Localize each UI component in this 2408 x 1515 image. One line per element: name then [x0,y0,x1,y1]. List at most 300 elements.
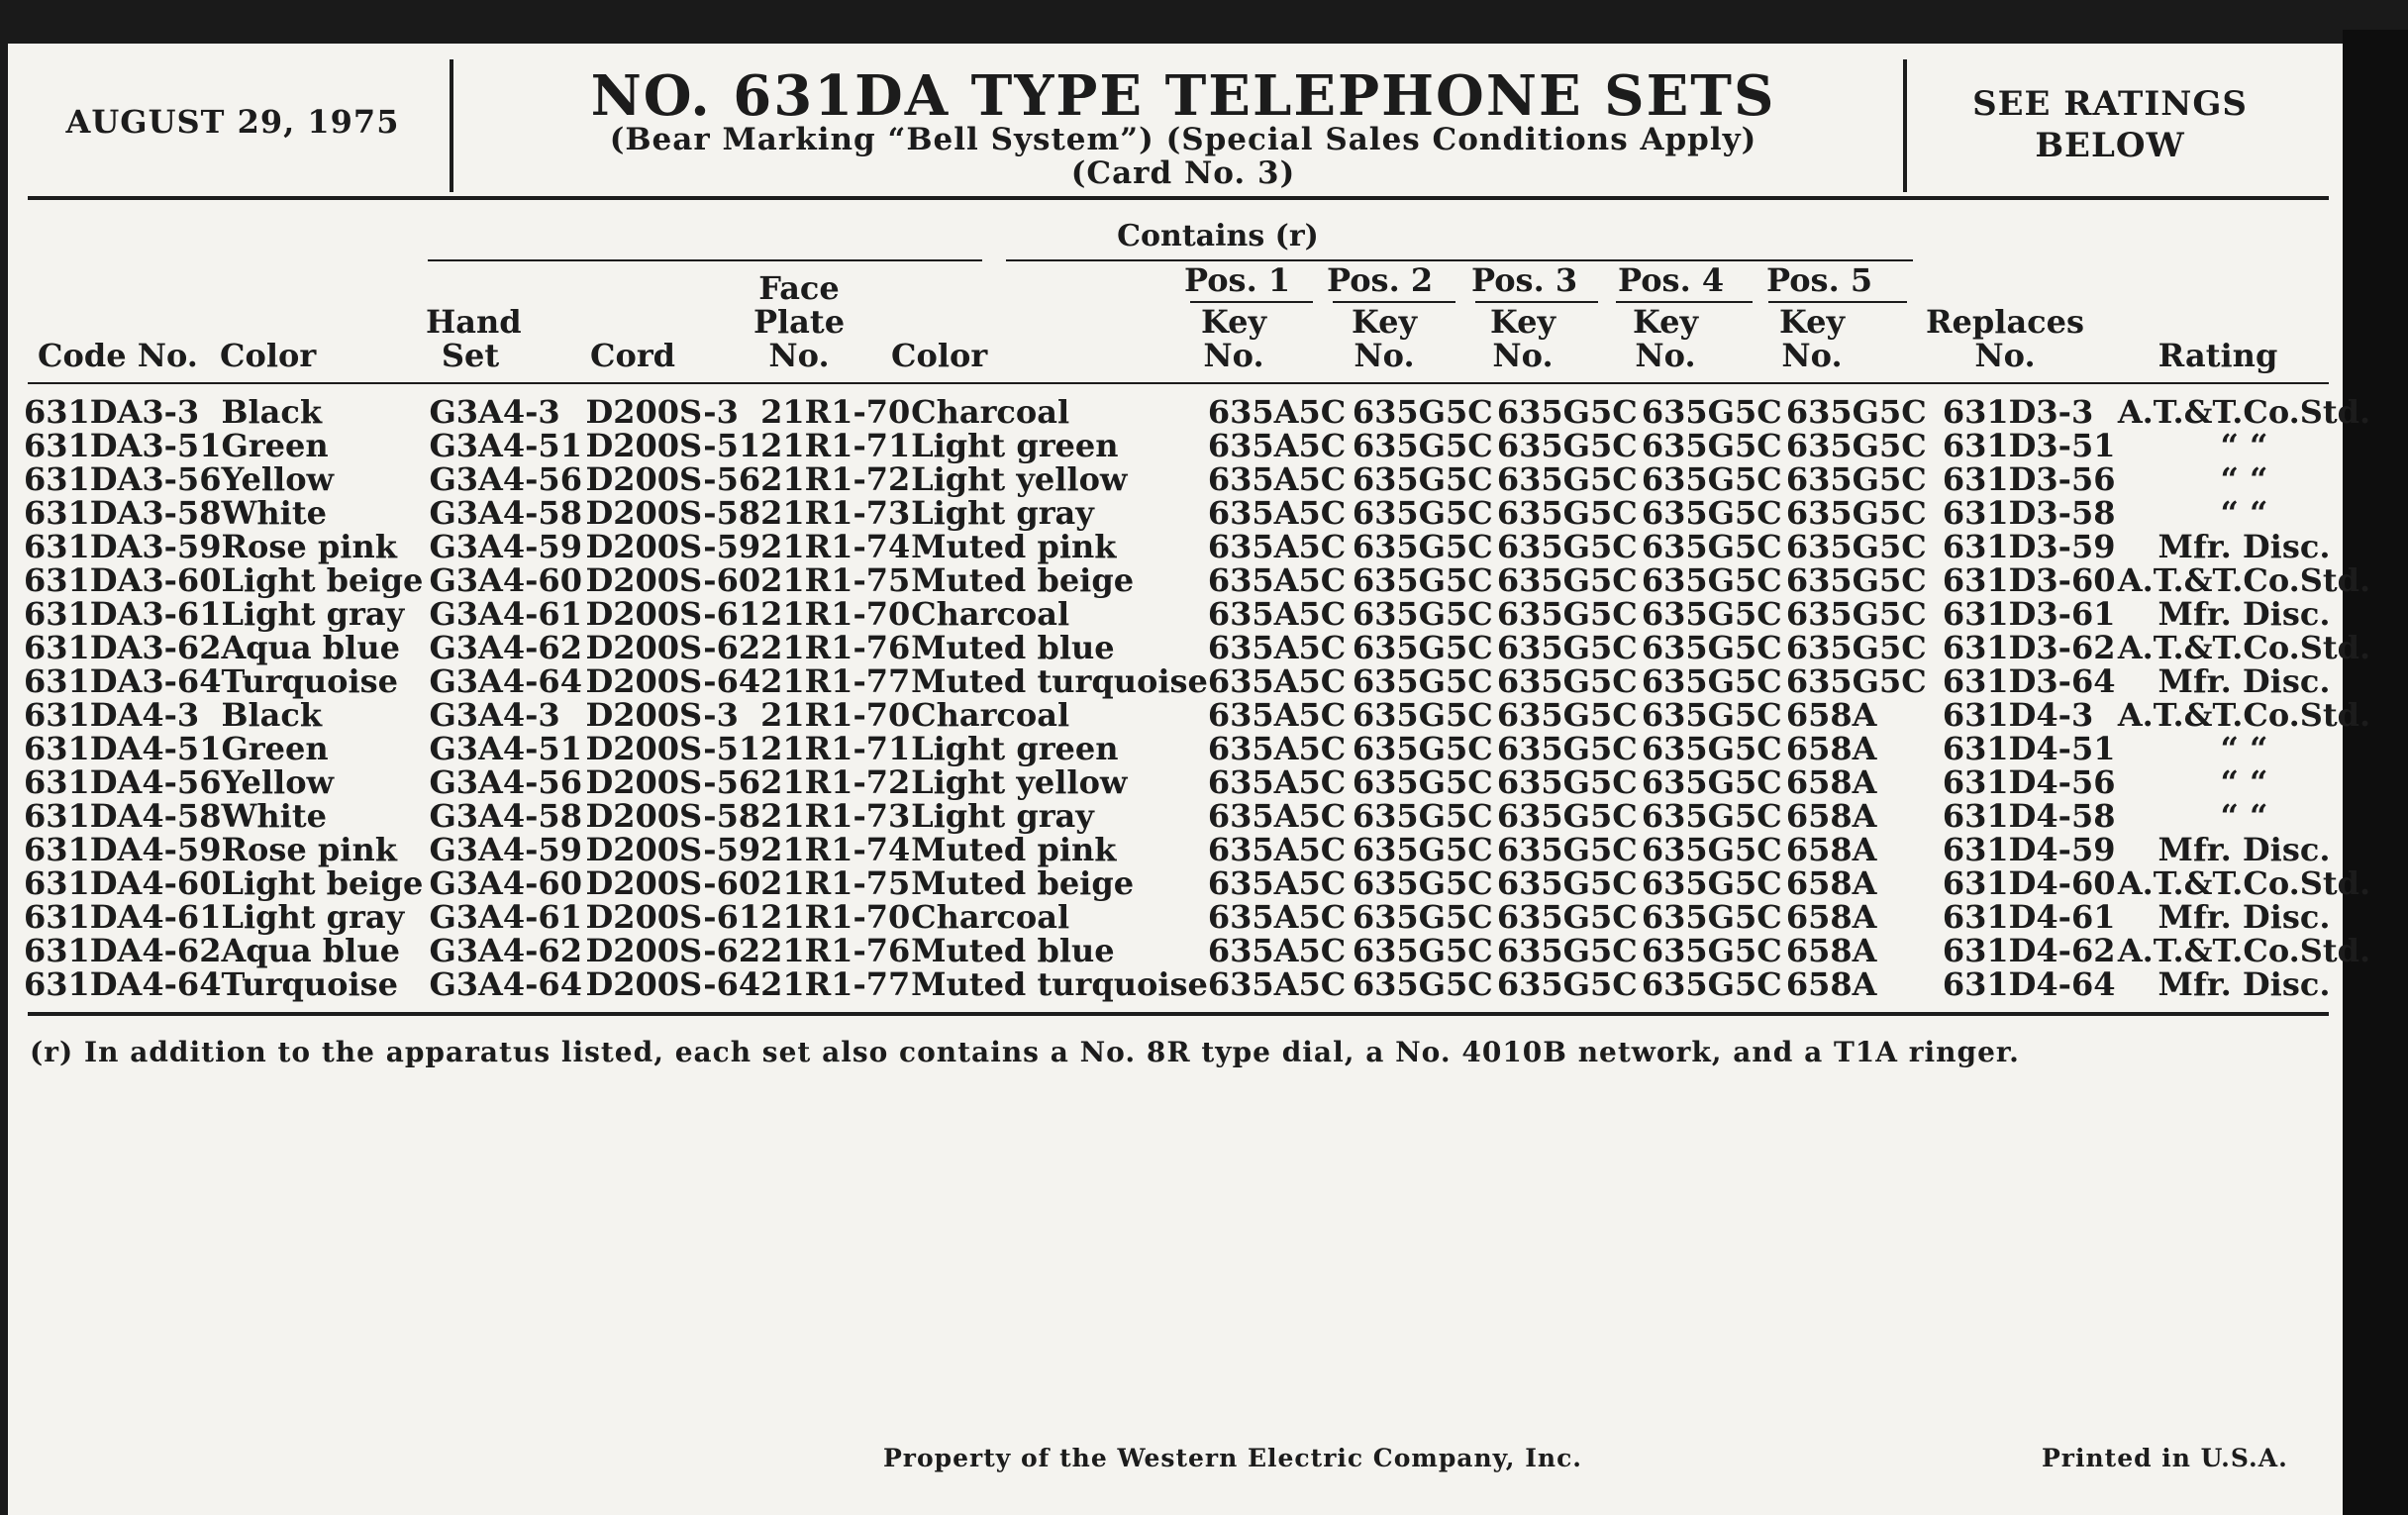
cell-hand-set: G3A4-61 [429,898,582,936]
cell-replaces-no: 631D4-56 [1942,763,2116,801]
pos2-key-label: Key [1351,303,1418,341]
col-replaces-heading [1921,305,2089,372]
cell-color: Black [221,393,323,431]
cell-cord: D200S-58 [585,494,761,532]
cell-pos5-key-no: 658A [1785,696,1877,734]
header-divider-right [1903,59,1907,192]
col-pos5-key [1762,305,1861,372]
cell-cord: D200S-61 [585,595,761,633]
cell-replaces-no: 631D4-51 [1942,730,2116,767]
pos3-key-label: Key [1489,303,1556,341]
cell-face-plate-color: Muted pink [911,831,1117,868]
pos3-no-label: No. [1492,337,1554,374]
cell-pos4-key-no: 635G5C [1641,831,1782,868]
cell-color: Light beige [221,864,424,902]
cell-pos5-key-no: 658A [1785,763,1877,801]
cell-pos5-key-no: 635G5C [1785,595,1927,633]
ratings-notice-line-2: BELOW [2035,126,2185,165]
cell-pos4-key-no: 635G5C [1641,898,1782,936]
cell-face-plate-color: Light yellow [911,460,1128,498]
contains-heading: Contains (r) [1117,219,1319,253]
cell-hand-set: G3A4-59 [429,528,582,565]
cell-color: Light gray [221,898,405,936]
cell-pos4-key-no: 635G5C [1641,561,1782,599]
cell-pos2-key-no: 635G5C [1352,965,1493,1003]
cell-color: Green [221,427,329,464]
col-pos4-heading: Pos. 4 [1618,261,1725,299]
property-notice: Property of the Western Electric Company, Inc. [883,1444,1583,1472]
cell-face-plate-color: Light yellow [911,763,1128,801]
cell-face-plate-color: Light green [911,730,1119,767]
cell-cord: D200S-58 [585,797,761,835]
cell-pos5-key-no: 658A [1785,797,1877,835]
cell-rating: Mfr. Disc. [2157,898,2331,936]
table-row [24,934,2372,967]
col-handset-heading [426,303,522,374]
cell-face-plate-color: Light green [911,427,1119,464]
cell-hand-set: G3A4-62 [429,629,582,666]
cell-face-plate-color: Light gray [911,494,1094,532]
col-faceplate-heading [745,271,853,372]
cell-hand-set: G3A4-51 [429,730,582,767]
cell-color: Rose pink [221,831,397,868]
cell-rating: A.T.&T.Co.Std. [2117,864,2371,902]
cell-code-no: 631DA3-62 [24,629,222,666]
col-pos3-heading: Pos. 3 [1471,261,1578,299]
cell-pos1-key-no: 635A5C [1207,561,1347,599]
cell-pos5-key-no: 658A [1785,965,1877,1003]
cell-pos2-key-no: 635G5C [1352,932,1493,969]
cell-face-plate-no: 21R1-72 [760,763,911,801]
cell-cord: D200S-59 [585,528,761,565]
cell-pos3-key-no: 635G5C [1496,629,1638,666]
cell-rating: Mfr. Disc. [2157,831,2331,868]
cell-pos3-key-no: 635G5C [1496,494,1638,532]
cell-pos1-key-no: 635A5C [1207,427,1347,464]
cell-pos5-key-no: 658A [1785,932,1877,969]
cell-replaces-no: 631D3-59 [1942,528,2116,565]
cell-pos1-key-no: 635A5C [1207,831,1347,868]
cell-face-plate-color: Muted beige [911,561,1135,599]
pos5-key-label: Key [1778,303,1846,341]
header-rule [28,196,2329,200]
cell-pos3-key-no: 635G5C [1496,595,1638,633]
cell-pos2-key-no: 635G5C [1352,460,1493,498]
cell-pos5-key-no: 658A [1785,864,1877,902]
cell-pos3-key-no: 635G5C [1496,696,1638,734]
cell-face-plate-no: 21R1-77 [760,662,911,700]
cell-pos2-key-no: 635G5C [1352,528,1493,565]
cell-code-no: 631DA3-3 [24,393,200,431]
cell-hand-set: G3A4-56 [429,763,582,801]
cell-pos5-key-no: 635G5C [1785,629,1927,666]
cell-rating: A.T.&T.Co.Std. [2117,696,2371,734]
cell-face-plate-no: 21R1-75 [760,561,911,599]
cell-face-plate-color: Muted beige [911,864,1135,902]
cell-pos5-key-no: 635G5C [1785,561,1927,599]
cell-replaces-no: 631D4-58 [1942,797,2116,835]
cell-cord: D200S-59 [585,831,761,868]
cell-pos4-key-no: 635G5C [1641,696,1782,734]
cell-pos3-key-no: 635G5C [1496,393,1638,431]
table-row [24,732,2372,765]
cell-pos1-key-no: 635A5C [1207,662,1347,700]
footnote: (r) In addition to the apparatus listed, each set also contains a No. 8R type dial, a No. 4010B network, and a T1A ringer. [30,1036,2020,1068]
col-code-heading: Code No. [38,337,198,374]
cell-rating: “ “ [2220,494,2268,532]
cell-code-no: 631DA4-64 [24,965,222,1003]
cell-hand-set: G3A4-62 [429,932,582,969]
ratings-notice-line-1: SEE RATINGS [1972,84,2248,124]
cell-code-no: 631DA4-56 [24,763,222,801]
cell-pos3-key-no: 635G5C [1496,965,1638,1003]
col-cord-heading: Cord [590,337,676,374]
cell-cord: D200S-3 [585,696,739,734]
cell-face-plate-color: Muted pink [911,528,1117,565]
ratings-notice [1917,83,2303,166]
cell-pos1-key-no: 635A5C [1207,898,1347,936]
cell-pos3-key-no: 635G5C [1496,460,1638,498]
cell-code-no: 631DA4-59 [24,831,222,868]
cell-code-no: 631DA4-62 [24,932,222,969]
cell-pos3-key-no: 635G5C [1496,730,1638,767]
cell-pos1-key-no: 635A5C [1207,932,1347,969]
cell-hand-set: G3A4-59 [429,831,582,868]
cell-hand-set: G3A4-3 [429,696,560,734]
cell-face-plate-color: Charcoal [911,595,1070,633]
cell-face-plate-color: Muted turquoise [911,662,1208,700]
cell-hand-set: G3A4-3 [429,393,560,431]
cell-pos2-key-no: 635G5C [1352,494,1493,532]
col-pos1-heading: Pos. 1 [1184,261,1291,299]
table-row [24,597,2372,631]
cell-face-plate-color: Charcoal [911,696,1070,734]
cell-cord: D200S-51 [585,427,761,464]
pos5-no-label: No. [1781,337,1843,374]
cell-rating: “ “ [2220,730,2268,767]
cell-hand-set: G3A4-61 [429,595,582,633]
cell-pos5-key-no: 635G5C [1785,528,1927,565]
cell-face-plate-no: 21R1-76 [760,629,911,666]
cell-hand-set: G3A4-56 [429,460,582,498]
cell-face-plate-no: 21R1-74 [760,528,911,565]
cell-face-plate-no: 21R1-70 [760,595,911,633]
cell-color: Green [221,730,329,767]
cell-pos2-key-no: 635G5C [1352,797,1493,835]
col-pos2-heading: Pos. 2 [1327,261,1434,299]
cell-pos3-key-no: 635G5C [1496,561,1638,599]
cell-cord: D200S-64 [585,965,761,1003]
table-row [24,967,2372,1001]
cell-color: Yellow [221,460,335,498]
cell-replaces-no: 631D4-59 [1942,831,2116,868]
cell-replaces-no: 631D3-3 [1942,393,2094,431]
cell-pos1-key-no: 635A5C [1207,494,1347,532]
cell-pos1-key-no: 635A5C [1207,965,1347,1003]
cell-face-plate-color: Light gray [911,797,1094,835]
cell-face-plate-no: 21R1-73 [760,494,911,532]
header-divider-left [450,59,453,192]
cell-pos3-key-no: 635G5C [1496,662,1638,700]
cell-code-no: 631DA4-51 [24,730,222,767]
cell-code-no: 631DA3-61 [24,595,222,633]
cell-replaces-no: 631D3-58 [1942,494,2116,532]
cell-color: Turquoise [221,662,398,700]
cell-pos4-key-no: 635G5C [1641,932,1782,969]
cell-pos3-key-no: 635G5C [1496,427,1638,464]
cell-hand-set: G3A4-58 [429,494,582,532]
table-row [24,698,2372,732]
cell-code-no: 631DA4-61 [24,898,222,936]
cell-pos5-key-no: 658A [1785,730,1877,767]
cell-pos3-key-no: 635G5C [1496,763,1638,801]
cell-pos2-key-no: 635G5C [1352,629,1493,666]
col-pos5-heading: Pos. 5 [1766,261,1873,299]
cell-pos2-key-no: 635G5C [1352,696,1493,734]
col-pos1-key [1184,305,1283,372]
cell-pos2-key-no: 635G5C [1352,763,1493,801]
cell-rating: “ “ [2220,763,2268,801]
cell-code-no: 631DA3-59 [24,528,222,565]
cell-color: Yellow [221,763,335,801]
pos2-no-label: No. [1354,337,1415,374]
table-row [24,462,2372,496]
cell-pos4-key-no: 635G5C [1641,662,1782,700]
cell-pos5-key-no: 635G5C [1785,460,1927,498]
cell-hand-set: G3A4-60 [429,561,582,599]
cell-pos1-key-no: 635A5C [1207,528,1347,565]
table-row [24,395,2372,429]
col-pos4-key [1616,305,1715,372]
cell-rating: A.T.&T.Co.Std. [2117,393,2371,431]
cell-pos5-key-no: 635G5C [1785,662,1927,700]
cell-face-plate-no: 21R1-71 [760,730,911,767]
cell-pos4-key-no: 635G5C [1641,460,1782,498]
cell-code-no: 631DA3-64 [24,662,222,700]
column-header-rule [28,382,2329,384]
cell-pos2-key-no: 635G5C [1352,662,1493,700]
cell-cord: D200S-56 [585,460,761,498]
cell-pos1-key-no: 635A5C [1207,460,1347,498]
cell-face-plate-color: Charcoal [911,393,1070,431]
cell-pos1-key-no: 635A5C [1207,797,1347,835]
cell-code-no: 631DA4-60 [24,864,222,902]
cell-rating: A.T.&T.Co.Std. [2117,561,2371,599]
cell-color: Black [221,696,323,734]
cell-color: Rose pink [221,528,397,565]
cell-rating: Mfr. Disc. [2157,662,2331,700]
col-replaces-line-2: No. [1974,337,2036,374]
cell-pos4-key-no: 635G5C [1641,427,1782,464]
cell-code-no: 631DA4-3 [24,696,200,734]
cell-color: Light beige [221,561,424,599]
cell-pos2-key-no: 635G5C [1352,561,1493,599]
cell-pos1-key-no: 635A5C [1207,393,1347,431]
cell-cord: D200S-60 [585,864,761,902]
cell-cord: D200S-61 [585,898,761,936]
cell-replaces-no: 631D4-62 [1942,932,2116,969]
cell-pos3-key-no: 635G5C [1496,528,1638,565]
cell-cord: D200S-62 [585,932,761,969]
cell-color: Turquoise [221,965,398,1003]
cell-hand-set: G3A4-51 [429,427,582,464]
cell-pos4-key-no: 635G5C [1641,730,1782,767]
cell-pos2-key-no: 635G5C [1352,831,1493,868]
cell-pos2-key-no: 635G5C [1352,730,1493,767]
cell-replaces-no: 631D4-61 [1942,898,2116,936]
cell-pos4-key-no: 635G5C [1641,797,1782,835]
col-color-heading: Color [220,337,317,374]
cell-pos4-key-no: 635G5C [1641,864,1782,902]
cell-replaces-no: 631D4-60 [1942,864,2116,902]
table-row [24,664,2372,698]
cell-pos3-key-no: 635G5C [1496,898,1638,936]
cell-pos5-key-no: 658A [1785,898,1877,936]
col-fp-color-heading: Color [891,337,988,374]
cell-pos2-key-no: 635G5C [1352,864,1493,902]
cell-pos1-key-no: 635A5C [1207,763,1347,801]
col-pos2-key [1335,305,1434,372]
cell-replaces-no: 631D4-64 [1942,965,2116,1003]
cell-cord: D200S-60 [585,561,761,599]
cell-pos4-key-no: 635G5C [1641,528,1782,565]
telephone-sets-table [24,395,2372,1001]
col-rating-heading: Rating [2157,337,2278,374]
table-row [24,563,2372,597]
cell-cord: D200S-56 [585,763,761,801]
cell-pos4-key-no: 635G5C [1641,629,1782,666]
cell-rating: Mfr. Disc. [2157,965,2331,1003]
pos1-key-label: Key [1200,303,1267,341]
cell-pos2-key-no: 635G5C [1352,898,1493,936]
cell-pos1-key-no: 635A5C [1207,629,1347,666]
pos4-no-label: No. [1635,337,1696,374]
cell-pos3-key-no: 635G5C [1496,797,1638,835]
col-faceplate-line-2: Plate [752,303,846,341]
table-row [24,496,2372,530]
cell-pos1-key-no: 635A5C [1207,864,1347,902]
cell-replaces-no: 631D3-60 [1942,561,2116,599]
col-faceplate-line-3: No. [768,337,830,374]
pos1-no-label: No. [1203,337,1264,374]
cell-pos3-key-no: 635G5C [1496,864,1638,902]
card-title: NO. 631DA TYPE TELEPHONE SETS [590,63,1776,129]
cell-pos1-key-no: 635A5C [1207,730,1347,767]
cell-code-no: 631DA3-56 [24,460,222,498]
cell-face-plate-no: 21R1-73 [760,797,911,835]
cell-pos2-key-no: 635G5C [1352,595,1493,633]
cell-color: Light gray [221,595,405,633]
cell-color: White [221,797,327,835]
table-bottom-rule [28,1012,2329,1016]
cell-hand-set: G3A4-64 [429,965,582,1003]
cell-replaces-no: 631D3-51 [1942,427,2116,464]
cell-hand-set: G3A4-64 [429,662,582,700]
cell-cord: D200S-3 [585,393,739,431]
cell-replaces-no: 631D3-62 [1942,629,2116,666]
cell-code-no: 631DA3-58 [24,494,222,532]
cell-face-plate-no: 21R1-70 [760,393,911,431]
cell-code-no: 631DA4-58 [24,797,222,835]
col-replaces-line-1: Replaces [1925,303,2085,341]
printed-notice: Printed in U.S.A. [2042,1444,2288,1472]
col-faceplate-line-1: Face [758,269,840,307]
table-row [24,765,2372,799]
cell-face-plate-color: Muted blue [911,629,1115,666]
cell-pos5-key-no: 658A [1785,831,1877,868]
cell-rating: “ “ [2220,427,2268,464]
table-row [24,833,2372,866]
cell-rating: Mfr. Disc. [2157,595,2331,633]
cell-pos5-key-no: 635G5C [1785,427,1927,464]
cell-pos2-key-no: 635G5C [1352,393,1493,431]
cell-replaces-no: 631D3-56 [1942,460,2116,498]
cell-pos1-key-no: 635A5C [1207,696,1347,734]
table-row [24,631,2372,664]
col-handset-line-2: Set [441,337,500,374]
cell-pos4-key-no: 635G5C [1641,393,1782,431]
cell-rating: A.T.&T.Co.Std. [2117,629,2371,666]
table-row [24,900,2372,934]
col-pos3-key [1473,305,1572,372]
cell-rating: “ “ [2220,797,2268,835]
subtitle-line-1: (Bear Marking “Bell System”) (Special Sales Conditions Apply) [609,122,1757,157]
cell-replaces-no: 631D4-3 [1942,696,2094,734]
cell-pos4-key-no: 635G5C [1641,595,1782,633]
cell-color: Aqua blue [221,629,400,666]
subtitle-line-2: (Card No. 3) [1070,155,1296,191]
card-subtitle [465,123,1901,190]
table-row [24,799,2372,833]
col-handset-line-1: Hand [426,303,522,341]
cell-face-plate-no: 21R1-76 [760,932,911,969]
table-row [24,866,2372,900]
cell-rating: A.T.&T.Co.Std. [2117,932,2371,969]
cell-face-plate-no: 21R1-77 [760,965,911,1003]
cell-pos4-key-no: 635G5C [1641,965,1782,1003]
cell-pos3-key-no: 635G5C [1496,932,1638,969]
cell-pos2-key-no: 635G5C [1352,427,1493,464]
cell-face-plate-no: 21R1-70 [760,898,911,936]
cell-rating: “ “ [2220,460,2268,498]
cell-replaces-no: 631D3-64 [1942,662,2116,700]
cell-pos1-key-no: 635A5C [1207,595,1347,633]
cell-face-plate-no: 21R1-74 [760,831,911,868]
table-row [24,530,2372,563]
cell-face-plate-color: Muted turquoise [911,965,1208,1003]
cell-face-plate-no: 21R1-72 [760,460,911,498]
cell-cord: D200S-51 [585,730,761,767]
cell-hand-set: G3A4-60 [429,864,582,902]
cell-pos5-key-no: 635G5C [1785,494,1927,532]
cell-code-no: 631DA3-60 [24,561,222,599]
cell-cord: D200S-64 [585,662,761,700]
cell-code-no: 631DA3-51 [24,427,222,464]
contains-rule-left [428,259,982,261]
pos4-key-label: Key [1632,303,1699,341]
cell-rating: Mfr. Disc. [2157,528,2331,565]
cell-cord: D200S-62 [585,629,761,666]
cell-face-plate-no: 21R1-70 [760,696,911,734]
cell-color: White [221,494,327,532]
cell-replaces-no: 631D3-61 [1942,595,2116,633]
cell-face-plate-no: 21R1-71 [760,427,911,464]
table-body [24,395,2372,1001]
cell-face-plate-color: Muted blue [911,932,1115,969]
cell-face-plate-no: 21R1-75 [760,864,911,902]
card-date: AUGUST 29, 1975 [65,103,400,141]
cell-face-plate-color: Charcoal [911,898,1070,936]
